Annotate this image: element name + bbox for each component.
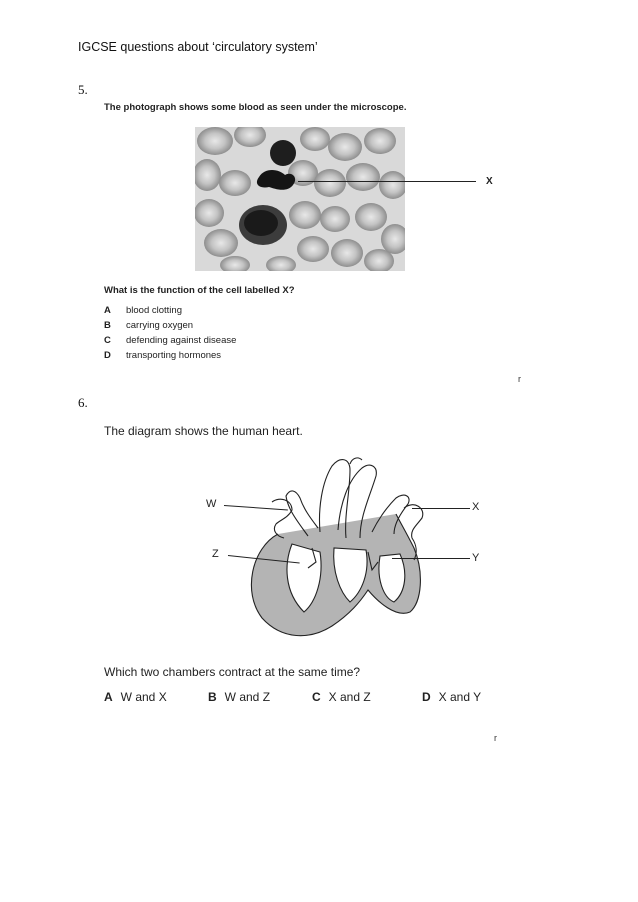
microscope-photo — [195, 127, 405, 271]
question-5-intro: The photograph shows some blood as seen under the microscope. — [104, 102, 407, 113]
heart-diagram-svg — [200, 452, 500, 652]
label-y-leader-line — [392, 558, 470, 559]
question-6-question: Which two chambers contract at the same time? — [104, 665, 361, 679]
label-y: Y — [472, 552, 480, 564]
label-x-leader-line — [298, 181, 476, 182]
q6-option-b: B W and Z — [208, 690, 271, 704]
question-5-number: 5. — [78, 82, 88, 97]
page-header: IGCSE questions about ‘circulatory system’ — [78, 40, 318, 54]
q5-option-b: B carrying oxygen — [104, 320, 194, 331]
heart-diagram — [200, 452, 500, 652]
tick-mark: r — [494, 733, 497, 743]
blood-smear-image — [195, 127, 405, 271]
q5-option-c: C defending against disease — [104, 335, 237, 346]
q5-option-a: A blood clotting — [104, 305, 182, 316]
question-5-question: What is the function of the cell labelled X? — [104, 285, 295, 296]
tick-mark: r — [518, 374, 521, 384]
question-6-intro: The diagram shows the human heart. — [104, 424, 303, 438]
q5-option-d: D transporting hormones — [104, 350, 222, 361]
q6-option-c: C X and Z — [312, 690, 371, 704]
question-6-number: 6. — [78, 395, 88, 410]
label-w: W — [206, 498, 217, 510]
q6-option-a: A W and X — [104, 690, 167, 704]
label-x: X — [472, 501, 480, 513]
label-x-leader-line — [412, 508, 470, 509]
label-x: X — [486, 176, 493, 187]
q6-option-d: D X and Y — [422, 690, 482, 704]
label-z: Z — [212, 548, 219, 560]
